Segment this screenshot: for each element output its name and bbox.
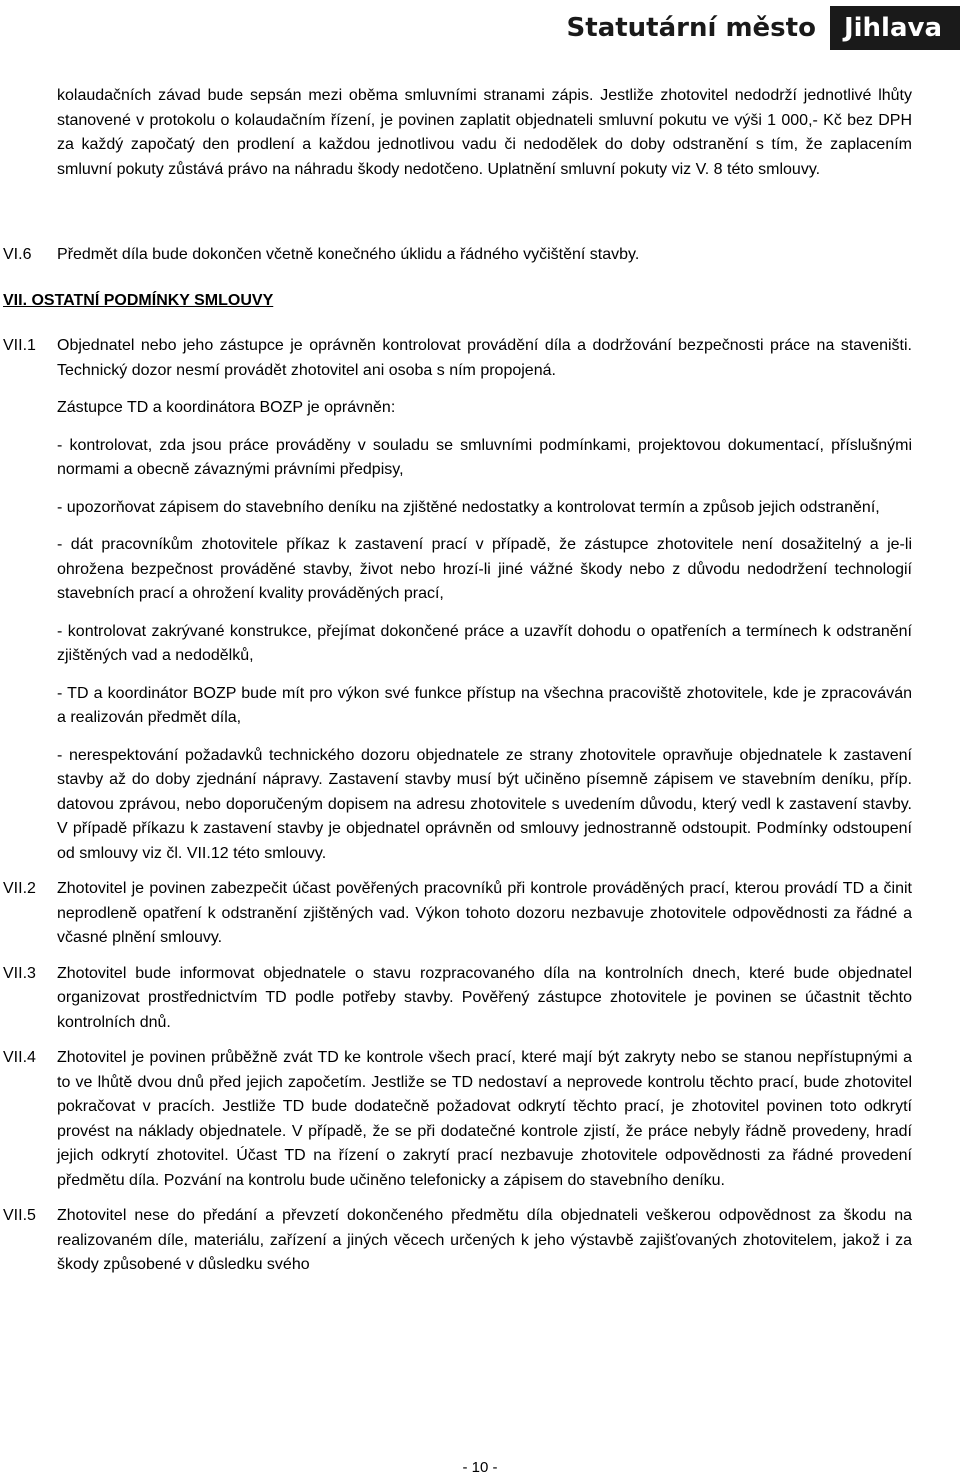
logo-text-jihlava: Jihlava xyxy=(830,6,960,50)
section-text: Zhotovitel bude informovat objednatele o stavu rozpracovaného díla na kontrolních dnech, které bude objednatel organizovat prostřednictvím TD podle potřeby stavby. Pověřený zástupce zhotovitele je povinen se účastnit těchto kontrolních dnů. xyxy=(57,964,912,1031)
section-heading-vii: VII. OSTATNÍ PODMÍNKY SMLOUVY xyxy=(3,291,274,309)
paragraph-text: kolaudačních závad bude sepsán mezi oběma smluvními stranami zápis. Jestliže zhotovitel nedodrží jednotlivé lhůty stanovené v protokolu o kolaudačním řízení, je povinen zaplatit objednateli smluvní pokutu ve výši 1 000,- Kč bez DPH za každý započatý den prodlení a každou jednotlivou vadu či nedodělek do doby odstranění s tím, že zaplacením smluvní pokuty zůstává právo na náhradu škody nedotčeno. Uplatnění smluvní pokuty viz V. 8 této smlouvy. xyxy=(57,87,912,178)
list-item: - upozorňovat zápisem do stavebního deníku na zjištěné nedostatky a kontrolovat termín a způsob jejich odstranění, xyxy=(57,498,880,516)
section-vii1 xyxy=(0,334,960,383)
city-logo xyxy=(567,6,960,50)
section-text: Zhotovitel je povinen průběžně zvát TD ke kontrole všech prací, které mají být zakryty nebo se stanou nepřístupnými a to ve lhůtě dvou dnů před jejich započetím. Jestliže se TD nedostaví a neprovede kontrolu těchto prací, bude zhotovitel pokračovat v pracích. Jestliže TD bude dodatečně požadovat odkrytí těchto prací, je zhotovitel povinen toto odkrytí provést na náklady objednatele. V případě, že se při dodatečné kontrole zjistí, že práce nebyly řádně provedeny, hradí jejich odkrytí zhotovitel. Účast TD na řízení o zakrytí prací nezbavuje zhotovitele odpovědnosti za řádné provedení předmětu díla. Pozvání na kontrolu bude učiněno telefonicky a zápisem do stavebního deníku. xyxy=(57,1049,912,1189)
page-number: - 10 - xyxy=(462,1459,498,1476)
document-body xyxy=(0,84,960,1278)
section-vi6 xyxy=(0,243,960,268)
section-number: VI.6 xyxy=(3,246,32,263)
section-number: VII.4 xyxy=(3,1049,36,1066)
list-item: - kontrolovat, zda jsou práce prováděny v souladu se smluvními podmínkami, projektovou dokumentací, příslušnými normami a obecně závaznými právními předpisy, xyxy=(57,436,912,478)
section-text: Zhotovitel je povinen zabezpečit účast pověřených pracovníků při kontrole prováděných prací, kterou provádí TD a činit neprodleně opatření k odstranění zjištěných vad. Výkon tohoto dozoru nezbavuje zhotovitele odpovědnosti za řádné a včasné plnění smlouvy. xyxy=(57,880,912,946)
section-text: Zhotovitel nese do předání a převzetí dokončeného předmětu díla objednateli veškerou odpovědnost za škodu na realizovaném díle, materiálu, zařízení a jiných věcech určených k jeho výstavbě zajišťovaných zhotovitelem, jakož i za škody způsobené v důsledku svého xyxy=(57,1207,912,1273)
list-item: - dát pracovníkům zhotovitele příkaz k zastavení prací v případě, že zástupce zhotovitele není dosažitelný a je-li ohrožena bezpečnost prováděné stavby, život nebo hrozí-li jiné vážné škody nebo z důvodu nedodržení technologií stavebních prací a ohrožení kvality prováděných prací, xyxy=(57,536,912,602)
section-number: VII.3 xyxy=(3,964,36,982)
section-text: Zástupce TD a koordinátora BOZP je oprávněn: xyxy=(57,399,396,416)
list-item: - kontrolovat zakrývané konstrukce, přejímat dokončené práce a uzavřít dohodu o opatřeních a termínech k odstranění zjištěných vad a nedodělků, xyxy=(57,622,912,664)
section-number: VII.2 xyxy=(3,880,36,897)
section-text: Objednatel nebo jeho zástupce je oprávněn kontrolovat provádění díla a dodržování bezpečnosti práce na staveništi. Technický dozor nesmí provádět zhotovitel ani osoba s ním propojená. xyxy=(57,337,912,379)
section-text: Předmět díla bude dokončen včetně konečného úklidu a řádného vyčištění stavby. xyxy=(57,246,640,263)
section-vii3 xyxy=(0,962,960,1036)
continued-paragraph xyxy=(0,84,960,231)
section-number: VII.5 xyxy=(3,1207,36,1224)
section-vii4 xyxy=(0,1046,960,1193)
list-item: - nerespektování požadavků technického dozoru objednatele ze strany zhotovitele opravňuje objednatele k zastavení stavby až do doby zjednání nápravy. Zastavení stavby musí být učiněno písemně zápisem ve stavebním deníku, příp. datovou zprávou, nebo doporučeným dopisem na adresu zhotovitele s uvedením důvodu, který vedl k zastavení stavby. V případě příkazu k zastavení stavby je objednatel oprávněn od smlouvy jednostranně odstoupit. Podmínky odstoupení od smlouvy viz čl. VII.12 této smlouvy. xyxy=(57,746,912,862)
section-vii1-intro xyxy=(0,396,960,421)
list-item: - TD a koordinátor BOZP bude mít pro výkon své funkce přístup na všechna pracoviště zhotovitele, kde je zpracováván a realizován předmět díla, xyxy=(57,684,912,726)
logo-text-statutarni-mesto: Statutární město xyxy=(566,13,816,43)
section-vii2 xyxy=(0,877,960,951)
section-number: VII.1 xyxy=(3,337,36,354)
section-vii5 xyxy=(0,1204,960,1278)
